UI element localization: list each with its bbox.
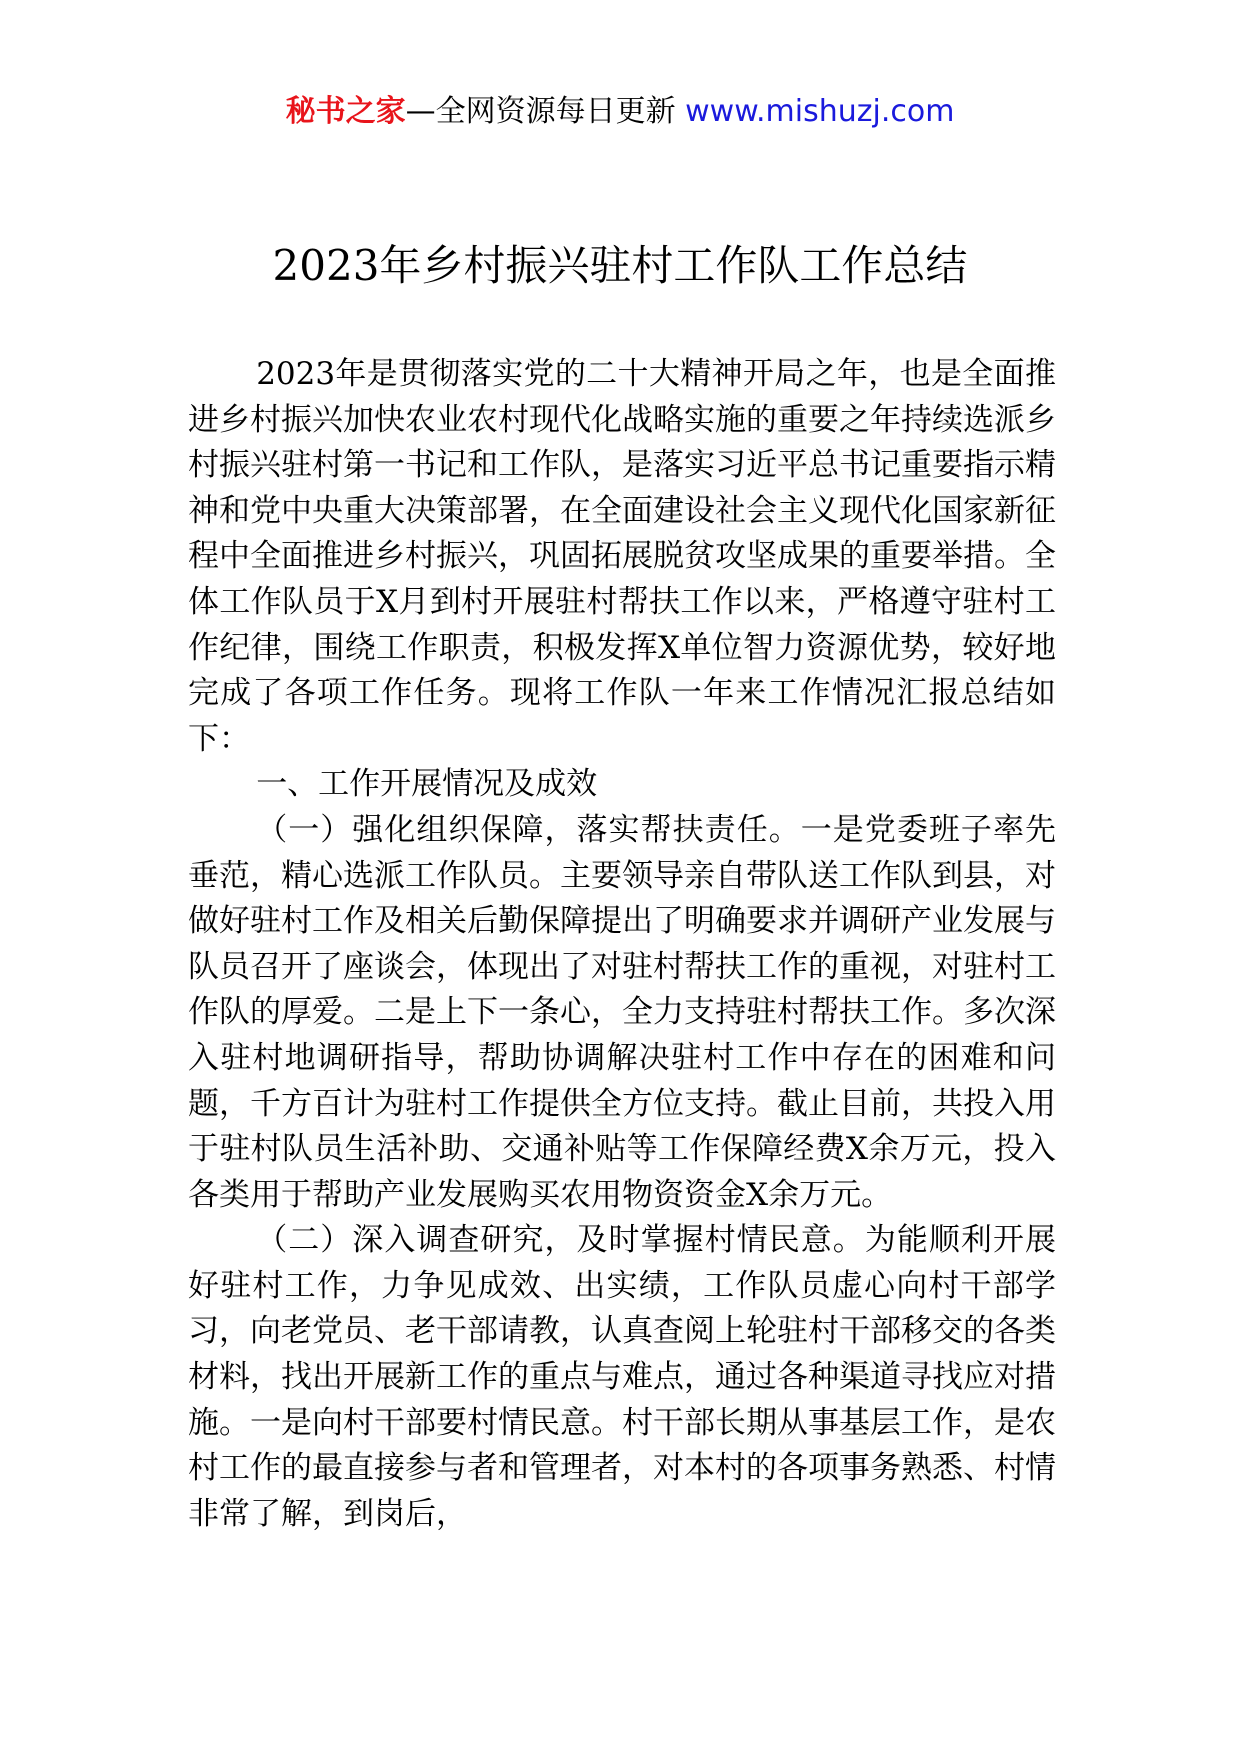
section-heading: 一、工作开展情况及成效 (256, 766, 598, 803)
site-header (0, 92, 1240, 132)
site-url[interactable]: www.mishuzj.com (685, 94, 955, 129)
document-title: 2023年乡村振兴驻村工作队工作总结 (272, 241, 968, 290)
brand-name: 秘书之家 (285, 94, 406, 129)
document-body (188, 352, 1056, 1537)
header-tagline: —全网资源每日更新 (405, 94, 676, 129)
paragraph-organization: （一）强化组织保障，落实帮扶责任。一是党委班子率先垂范，精心选派工作队员。主要领导亲自带队送工作队到县，对做好驻村工作及相关后勤保障提出了明确要求并调研产业发展与队员召开了座谈会，体现出了对驻村帮扶工作的重视，对驻村工作队的厚爱。二是上下一条心，全力支持驻村帮扶工作。多次深入驻村地调研指导，帮助协调解决驻村工作中存在的困难和问题，千方百计为驻村工作提供全方位支持。截止目前，共投入用于驻村队员生活补助、交通补贴等工作保障经费X余万元，投入各类用于帮助产业发展购买农用物资资金X余万元。 (188, 811, 1056, 1213)
paragraph-intro: 2023年是贯彻落实党的二十大精神开局之年，也是全面推进乡村振兴加快农业农村现代化战略实施的重要之年持续选派乡村振兴驻村第一书记和工作队，是落实习近平总书记重要指示精神和党中央重大决策部署，在全面建设社会主义现代化国家新征程中全面推进乡村振兴，巩固拓展脱贫攻坚成果的重要举措。全体工作队员于X月到村开展驻村帮扶工作以来，严格遵守驻村工作纪律，围绕工作职责，积极发挥X单位智力资源优势，较好地完成了各项工作任务。现将工作队一年来工作情况汇报总结如下： (188, 356, 1056, 757)
paragraph-research: （二）深入调查研究，及时掌握村情民意。为能顺利开展好驻村工作，力争见成效、出实绩，工作队员虚心向村干部学习，向老党员、老干部请教，认真查阅上轮驻村干部移交的各类材料，找出开展新工作的重点与难点，通过各种渠道寻找应对措施。一是向村干部要村情民意。村干部长期从事基层工作，是农村工作的最直接参与者和管理者，对本村的各项事务熟悉、村情非常了解，到岗后， (188, 1222, 1056, 1532)
